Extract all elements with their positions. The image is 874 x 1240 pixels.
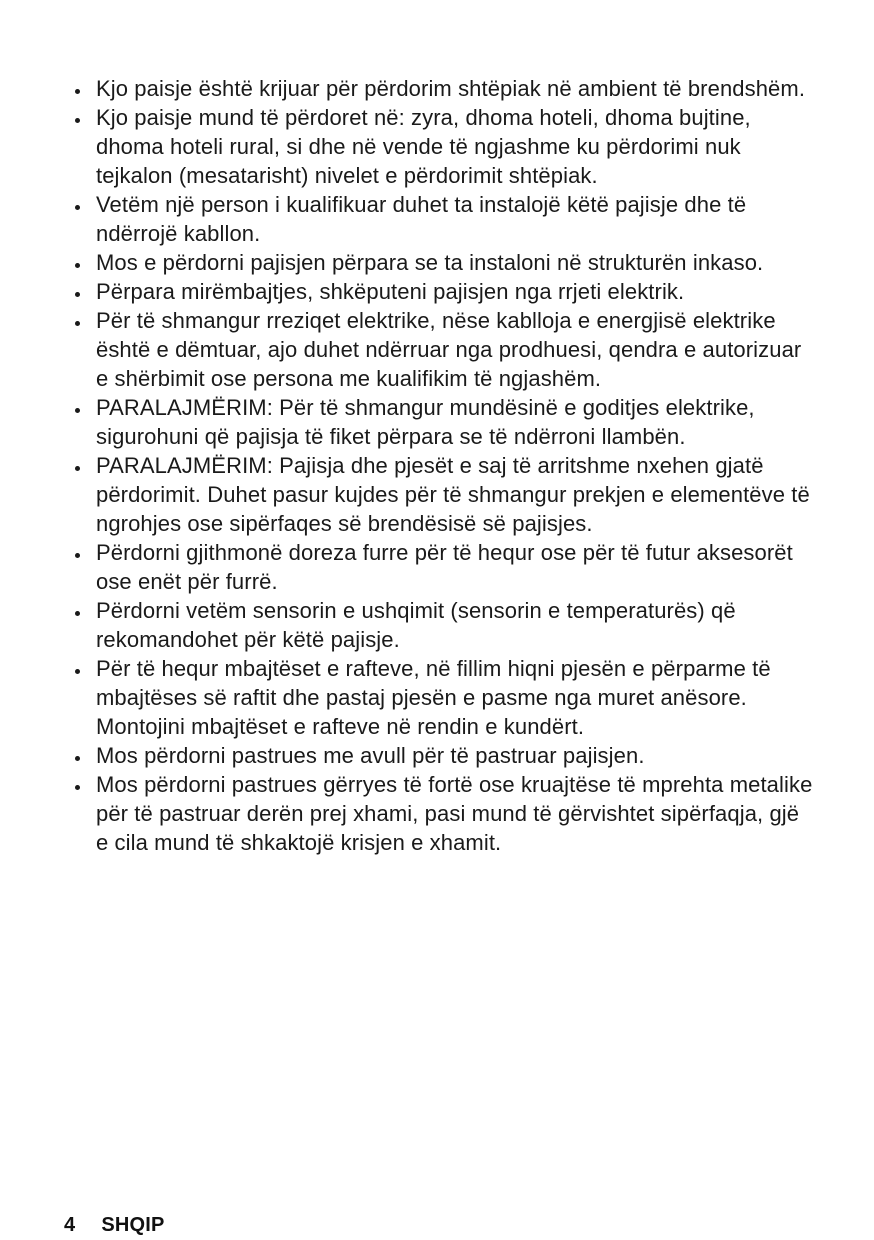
list-item: • Mos përdorni pastrues me avull për të pastruar pajisjen. [92,741,814,770]
list-item: • PARALAJMËRIM: Pajisja dhe pjesët e saj të arritshme nxehen gjatë përdorimit. Duhet pasur kujdes për të shmangur prekjen e elementëve të ngrohjes ose sipërfaqes së brendësisë së pajisjes. [92,451,814,538]
list-item: • Kjo paisje është krijuar për përdorim shtëpiak në ambient të brendshëm. [92,74,814,103]
list-item: • Përdorni gjithmonë doreza furre për të hequr ose për të futur aksesorët ose enët për furrë. [92,538,814,596]
list-item: • Për të shmangur rreziqet elektrike, nëse kablloja e energjisë elektrike është e dëmtuar, ajo duhet ndërruar nga prodhuesi, qendra e autorizuar e shërbimit ose persona me kualifikim të ngjashëm. [92,306,814,393]
list-item: • Mos përdorni pastrues gërryes të fortë ose kruajtëse të mprehta metalike për të pastruar derën prej xhami, pasi mund të gërvishtet sipërfaqja, gjë e cila mund të shkaktojë krisjen e xhamit. [92,770,814,857]
list-item: • Për të hequr mbajtëset e rafteve, në fillim hiqni pjesën e përparme të mbajtëses së raftit dhe pastaj pjesën e pasme nga muret anësore. Montojini mbajtëset e rafteve në rendin e kundërt. [92,654,814,741]
list-item: • Mos e përdorni pajisjen përpara se ta instaloni në strukturën inkaso. [92,248,814,277]
list-item: • Përdorni vetëm sensorin e ushqimit (sensorin e temperaturës) që rekomandohet për këtë pajisje. [92,596,814,654]
page-number: 4 [64,1214,76,1236]
footer-language-label: SHQIP [101,1214,165,1236]
list-item: • Përpara mirëmbajtjes, shkëputeni pajisjen nga rrjeti elektrik. [92,277,814,306]
list-item: • Vetëm një person i kualifikuar duhet ta instalojë këtë pajisje dhe të ndërrojë kabllon. [92,190,814,248]
list-item: • Kjo paisje mund të përdoret në: zyra, dhoma hoteli, dhoma bujtine, dhoma hoteli rural, si dhe në vende të ngjashme ku përdorimi nuk tejkalon (mesatarisht) nivelet e përdorimit shtëpiak. [92,103,814,190]
safety-instructions-list [64,74,814,857]
page-footer [64,1214,165,1237]
list-item: • PARALAJMËRIM: Për të shmangur mundësinë e goditjes elektrike, sigurohuni që pajisja të fiket përpara se të ndërroni llambën. [92,393,814,451]
